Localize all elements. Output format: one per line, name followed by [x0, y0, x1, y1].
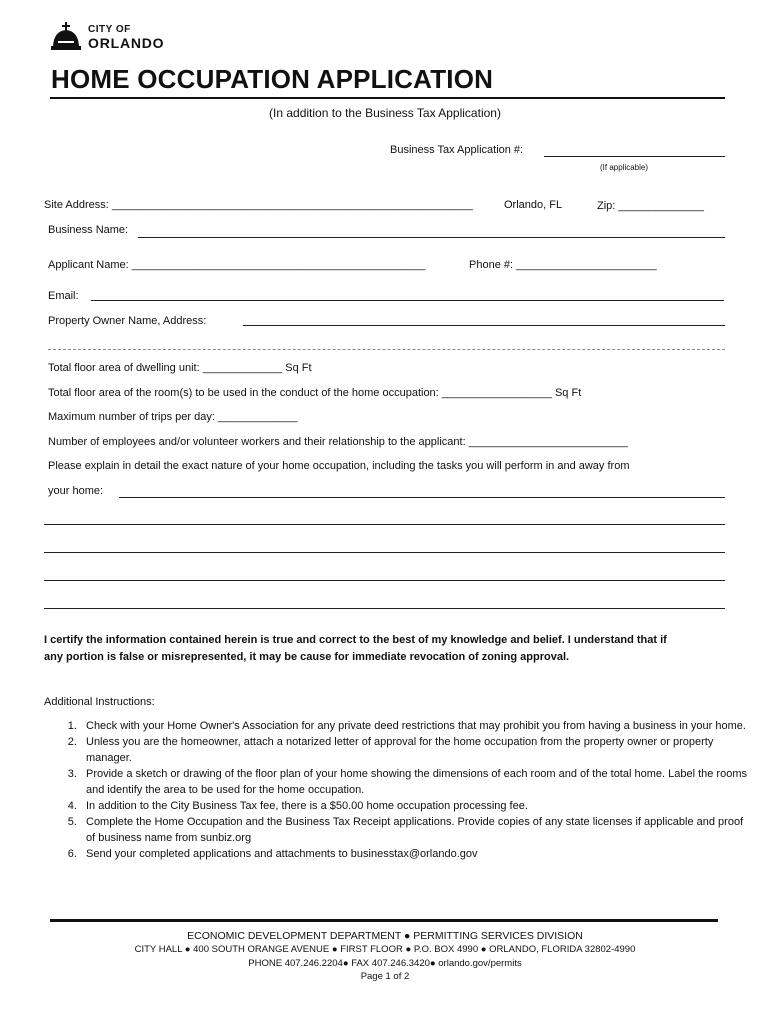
instruction-item: 2. Unless you are the homeowner, attach a notarized letter of approval for the home occupation from the property owner or property manager.	[80, 734, 750, 766]
trips-field[interactable]: Maximum number of trips per day: _____________	[48, 411, 298, 423]
instruction-item: 5. Complete the Home Occupation and the Business Tax Receipt applications. Provide copies of any state licenses if applicable and proof of business name from sunbiz.org	[80, 814, 750, 846]
employees-field[interactable]: Number of employees and/or volunteer workers and their relationship to the applicant: __________________________	[48, 436, 628, 448]
page-title: HOME OCCUPATION APPLICATION	[51, 64, 494, 94]
explain-field-line-1[interactable]	[119, 497, 725, 498]
instruction-item: 1. Check with your Home Owner's Association for any private deed restrictions that may prohibit you from having a business in your home.	[80, 718, 750, 734]
applicant-name-field[interactable]: Applicant Name: ________________________________________________	[48, 259, 426, 271]
floor-area-field[interactable]: Total floor area of dwelling unit: _____________ Sq Ft	[48, 362, 312, 374]
bta-field[interactable]	[544, 156, 725, 157]
phone-field[interactable]: Phone #: _______________________	[469, 259, 657, 271]
explain-label: Please explain in detail the exact nature of your home occupation, including the tasks you will perform in and away from	[48, 460, 630, 472]
certification-line-1: I certify the information contained herein is true and correct to the best of my knowledge and belief. I understand that if	[44, 634, 667, 646]
explain-field-line-3[interactable]	[44, 552, 725, 553]
logo-orlando-text: ORLANDO	[88, 35, 165, 51]
city-state-label: Orlando, FL	[504, 199, 563, 211]
instruction-item: 3. Provide a sketch or drawing of the floor plan of your home showing the dimensions of each room and of the total home. Label the rooms and identify the area to be used for the home occupation.	[80, 766, 750, 798]
site-address-field[interactable]: Site Address: ___________________________________________________________	[44, 199, 473, 211]
page-subtitle: (In addition to the Business Tax Application)	[269, 106, 501, 120]
footer-department: ECONOMIC DEVELOPMENT DEPARTMENT ● PERMITTING SERVICES DIVISION	[187, 930, 583, 942]
footer-rule	[50, 919, 718, 922]
footer-address: CITY HALL ● 400 SOUTH ORANGE AVENUE ● FIRST FLOOR ● P.O. BOX 4990 ● ORLANDO, FLORIDA 32802-4990	[134, 944, 636, 955]
instructions-heading: Additional Instructions:	[44, 696, 155, 708]
city-logo	[50, 22, 190, 54]
instructions-list	[50, 718, 750, 862]
business-name-field[interactable]	[138, 237, 725, 238]
owner-label: Property Owner Name, Address:	[48, 315, 207, 327]
email-label: Email:	[48, 290, 79, 302]
explain-field-line-2[interactable]	[44, 524, 725, 525]
business-name-label: Business Name:	[48, 224, 129, 236]
bta-label: Business Tax Application #:	[390, 144, 524, 156]
owner-field[interactable]	[243, 325, 725, 326]
email-field[interactable]	[91, 300, 724, 301]
logo-city-text: CITY OF	[88, 24, 131, 35]
page-number: Page 1 of 2	[360, 971, 410, 982]
instruction-item: 4. In addition to the City Business Tax fee, there is a $50.00 home occupation processing fee.	[80, 798, 750, 814]
explain-field-line-5[interactable]	[44, 608, 725, 609]
city-hall-dome-icon	[50, 22, 84, 52]
your-home-label: your home:	[48, 485, 104, 497]
bta-note: (If applicable)	[600, 163, 649, 172]
title-rule	[50, 97, 725, 99]
zip-field[interactable]: Zip: ______________	[597, 200, 705, 212]
owner-field-line-2[interactable]	[48, 349, 725, 350]
room-area-field[interactable]: Total floor area of the room(s) to be used in the conduct of the home occupation: __________________ Sq Ft	[48, 387, 582, 399]
certification-line-2: any portion is false or misrepresented, it may be cause for immediate revocation of zoning approval.	[44, 651, 570, 663]
footer-contact: PHONE 407.246.2204● FAX 407.246.3420● orlando.gov/permits	[248, 958, 522, 969]
instruction-item: 6. Send your completed applications and attachments to businesstax@orlando.gov	[80, 846, 750, 862]
explain-field-line-4[interactable]	[44, 580, 725, 581]
